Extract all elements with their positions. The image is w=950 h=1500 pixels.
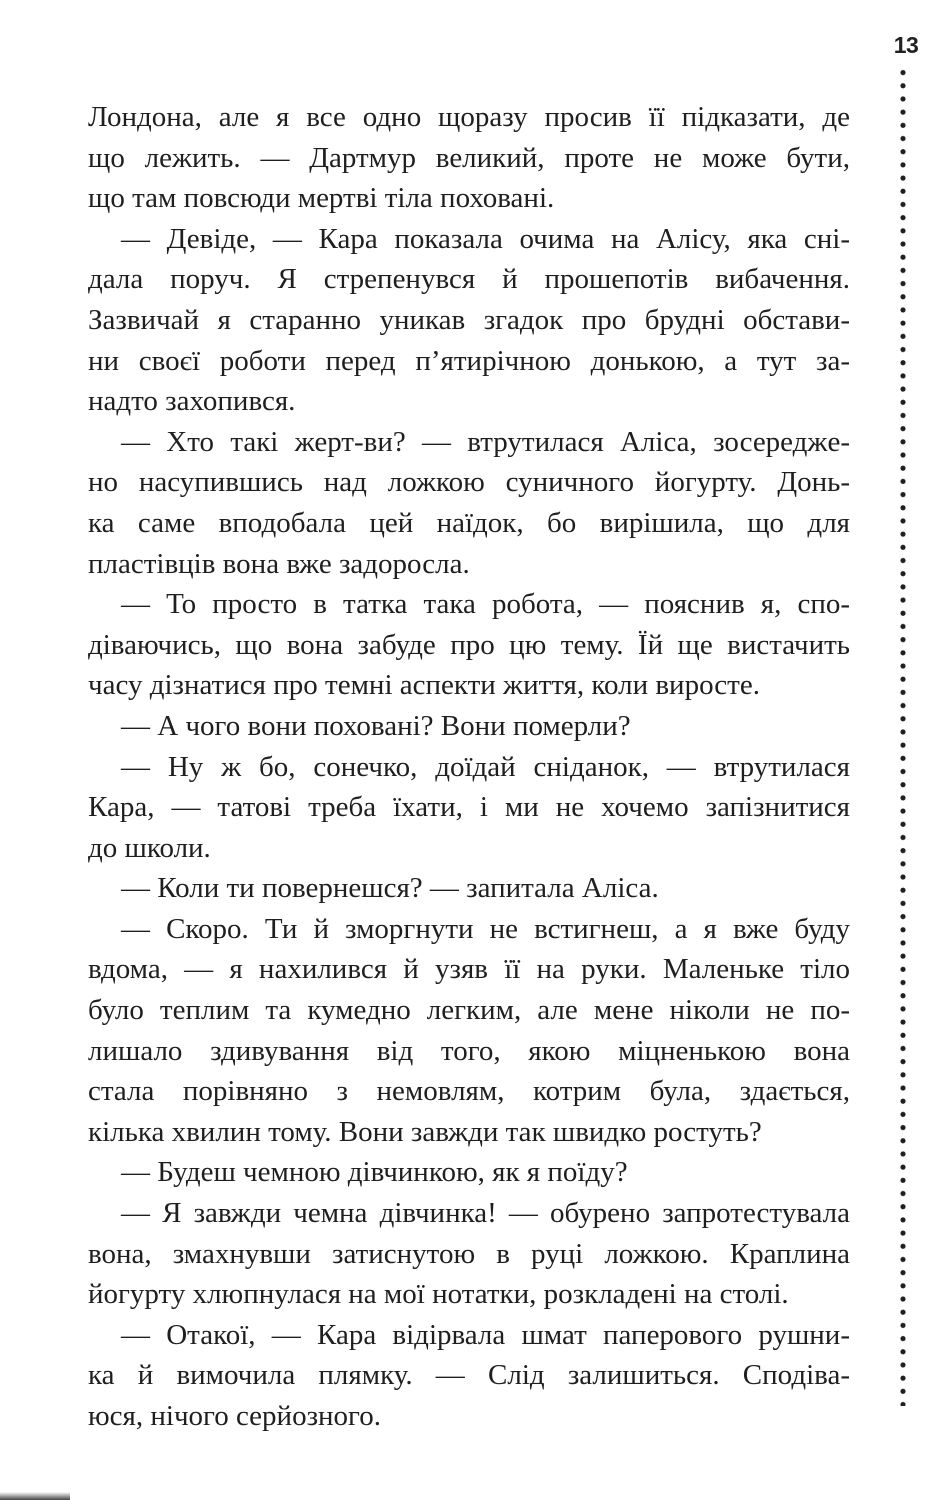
- text-line: було теплим та кумедно легким, але мене ніколи не по-: [88, 994, 850, 1027]
- text-line: — Девіде, — Кара показала очима на Алісу, яка сні-: [121, 222, 850, 255]
- text-line: йогурту хлюпнулася на мої нотатки, розкладені на столі.: [88, 1278, 789, 1311]
- text-line: — Ну ж бо, сонечко, доїдай сніданок, — втрутилася: [121, 750, 850, 783]
- page-number: 13: [893, 32, 919, 58]
- text-line: — Будеш чемною дівчинкою, як я поїду?: [121, 1156, 628, 1189]
- text-line: що лежить. — Дартмур великий, проте не може бути,: [88, 141, 850, 174]
- text-line: вдома, — я нахилився й узяв її на руки. Маленьке тіло: [88, 953, 850, 986]
- text-line: — А чого вони поховані? Вони померли?: [121, 709, 631, 742]
- text-line: стала порівняно з немовлям, котрим була, здається,: [88, 1075, 850, 1108]
- text-line: — То просто в татка така робота, — пояснив я, спо-: [121, 588, 850, 621]
- text-line: діваючись, що вона забуде про цю тему. Їй ще вистачить: [88, 628, 850, 661]
- text-line: ни своєї роботи перед п’ятирічною донькою, а тут за-: [88, 344, 850, 377]
- text-line: до школи.: [88, 831, 211, 864]
- page-corner-shadow: [0, 1492, 70, 1500]
- text-line: вона, змахнувши затиснутою в руці ложкою. Краплина: [88, 1237, 850, 1270]
- text-line: но насупившись над ложкою суничного йогурту. Донь-: [88, 466, 850, 499]
- text-line: надто захопився.: [88, 385, 296, 418]
- text-line: Зазвичай я старанно уникав згадок про брудні обстави-: [88, 303, 850, 336]
- text-line: ка й вимочила плямку. — Слід залишиться. Сподіва-: [88, 1359, 850, 1392]
- text-line: Лондона, але я все одно щоразу просив її підказати, де: [88, 101, 850, 133]
- text-line: часу дізнатися про темні аспекти життя, коли виросте.: [88, 669, 760, 702]
- text-line: що там повсюди мертві тіла поховані.: [88, 182, 555, 215]
- text-line: ка саме вподобала цей наїдок, бо вирішила, що для: [88, 506, 850, 539]
- text-line: — Отакої, — Кара відірвала шмат паперового рушни-: [121, 1318, 850, 1351]
- text-line: юся, нічого серйозного.: [88, 1400, 381, 1432]
- text-line: лишало здивування від того, якою міцненькою вона: [88, 1034, 850, 1067]
- text-line: кілька хвилин тому. Вони завжди так швидко ростуть?: [88, 1115, 762, 1148]
- text-line: — Коли ти повернешся? — запитала Аліса.: [121, 872, 659, 905]
- body-text: [88, 97, 850, 1437]
- text-line: — Скоро. Ти й зморгнути не встигнеш, а я вже буду: [121, 912, 850, 945]
- text-line: — Я завжди чемна дівчинка! — обурено запротестувала: [121, 1197, 850, 1230]
- dotted-margin-rule: [898, 66, 908, 1406]
- text-line: дала поруч. Я стрепенувся й прошепотів вибачення.: [88, 263, 850, 296]
- text-line: — Хто такі жерт-ви? — втрутилася Аліса, зосереджe-: [121, 425, 850, 458]
- text-line: пластівців вона вже задоросла.: [88, 547, 470, 580]
- text-line: Кара, — татові треба їхати, і ми не хочемо запізнитися: [88, 791, 850, 824]
